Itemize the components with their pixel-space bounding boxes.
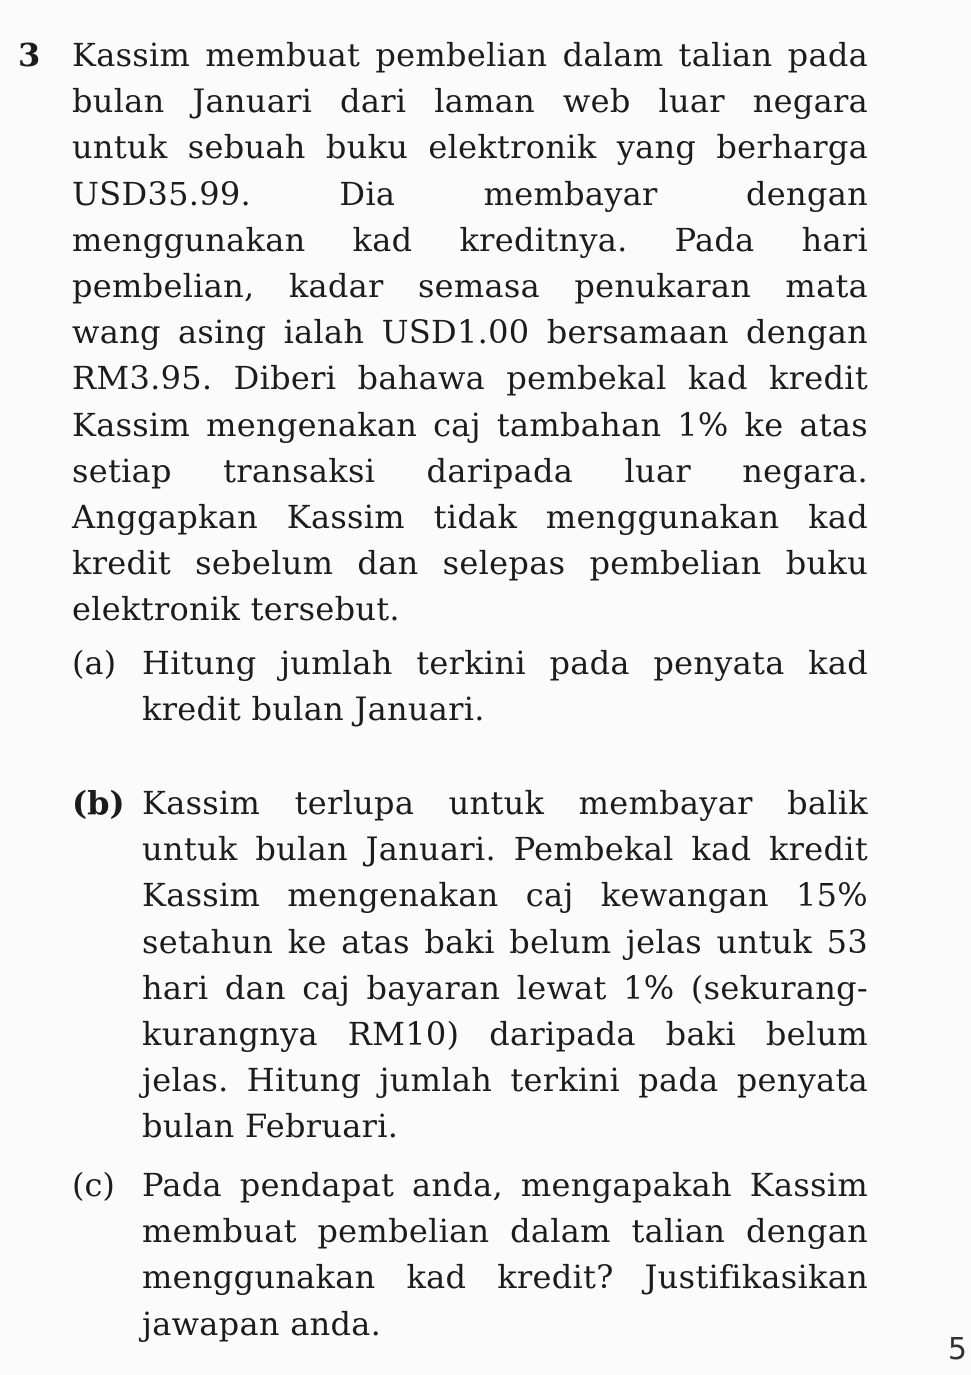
page-number: 5 (947, 1332, 967, 1367)
part-c-label: (c) (72, 1166, 115, 1204)
question-part-a (72, 640, 868, 732)
part-b-label: (b) (72, 784, 125, 822)
question-part-c (72, 1162, 868, 1347)
question-part-b (72, 780, 868, 1150)
part-b-text: Kassim terlupa untuk membayar balik untuk bulan Januari. Pembekal kad kredit Kassim mengenakan caj kewangan 15% setahun ke atas baki belum jelas untuk 53 hari dan caj bayaran lewat 1% (sekurang-kurangnya RM10) daripada baki belum jelas. Hitung jumlah terkini pada penyata bulan Februari. (142, 784, 868, 1146)
part-a-text: Hitung jumlah terkini pada penyata kad kredit bulan Januari. (142, 644, 868, 729)
part-c-text: Pada pendapat anda, mengapakah Kassim membuat pembelian dalam talian dengan menggunakan kad kredit? Justifikasikan jawapan anda. (142, 1166, 868, 1343)
part-a-label: (a) (72, 644, 117, 682)
question-stem: Kassim membuat pembelian dalam talian pada bulan Januari dari laman web luar negara untuk sebuah buku elektronik yang berharga USD35.99. Dia membayar dengan menggunakan kad kreditnya. Pada hari pembelian, kadar semasa penukaran mata wang asing ialah USD1.00 bersamaan dengan RM3.95. Diberi bahawa pembekal kad kredit Kassim mengenakan caj tambahan 1% ke atas setiap transaksi daripada luar negara. Anggapkan Kassim tidak menggunakan kad kredit sebelum dan selepas pembelian buku elektronik tersebut. (72, 36, 868, 629)
question-number: 3 (18, 36, 41, 74)
